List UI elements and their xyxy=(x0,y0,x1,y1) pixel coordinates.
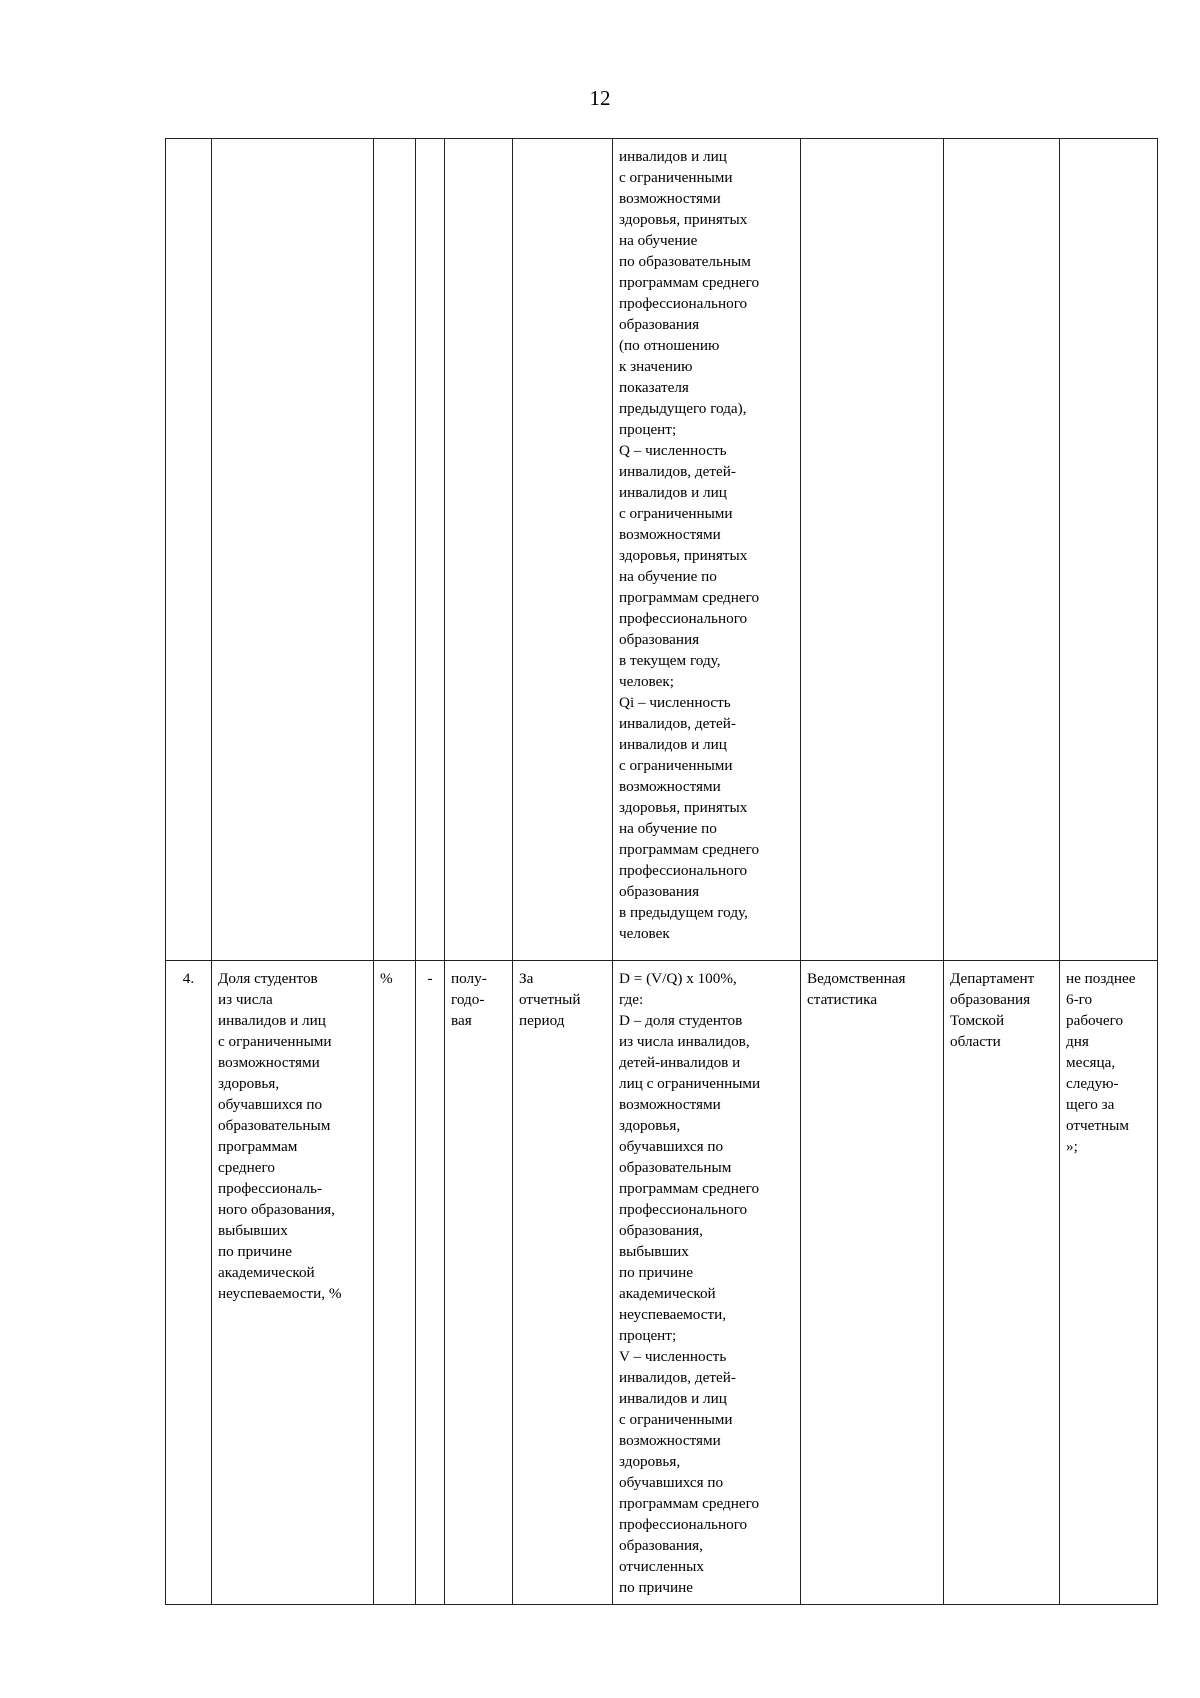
table-row-4 xyxy=(166,961,1158,1605)
cell-formula: инвалидов и лиц с ограниченными возможностями здоровья, принятых на обучение по образовательным программам среднего профессионального образования (по отношению к значению показателя предыдущего года), процент; Q – численность инвалидов, детей- инвалидов и лиц с ограниченными возможностями здоровья, принятых на обучение по программам среднего профессионального образования в текущем году, человек; Qi – численность инвалидов, детей- инвалидов и лиц с ограниченными возможностями здоровья, принятых на обучение по программам среднего профессионального образования в предыдущем году, человек xyxy=(613,139,801,961)
cell-periodicity xyxy=(445,139,513,961)
cell-indicator xyxy=(212,139,374,961)
cell-responsible xyxy=(944,139,1060,961)
cell-unit: % xyxy=(374,961,416,1605)
cell-deadline xyxy=(1060,139,1158,961)
indicators-table xyxy=(165,138,1158,1605)
cell-responsible: Департамент образования Томской области xyxy=(944,961,1060,1605)
cell-period xyxy=(513,139,613,961)
cell-deadline: не позднее 6-го рабочего дня месяца, следую- щего за отчетным »; xyxy=(1060,961,1158,1605)
cell-periodicity: полу- годо- вая xyxy=(445,961,513,1605)
cell-col4 xyxy=(416,139,445,961)
table-row-continuation xyxy=(166,139,1158,961)
cell-number: 4. xyxy=(166,961,212,1605)
cell-period: За отчетный период xyxy=(513,961,613,1605)
cell-source xyxy=(801,139,944,961)
cell-formula: D = (V/Q) x 100%, где: D – доля студентов из числа инвалидов, детей-инвалидов и лиц с ограниченными возможностями здоровья, обучавшихся по образовательным программам среднего профессионального образования, выбывших по причине академической неуспеваемости, процент; V – численность инвалидов, детей- инвалидов и лиц с ограниченными возможностями здоровья, обучавшихся по программам среднего профессионального образования, отчисленных по причине xyxy=(613,961,801,1605)
page-number: 12 xyxy=(589,86,611,110)
cell-col4: - xyxy=(416,961,445,1605)
cell-indicator: Доля студентов из числа инвалидов и лиц с ограниченными возможностями здоровья, обучавшихся по образовательным программам среднего профессиональ- ного образования, выбывших по причине академической неуспеваемости, % xyxy=(212,961,374,1605)
cell-unit xyxy=(374,139,416,961)
cell-number xyxy=(166,139,212,961)
cell-source: Ведомственная статистика xyxy=(801,961,944,1605)
